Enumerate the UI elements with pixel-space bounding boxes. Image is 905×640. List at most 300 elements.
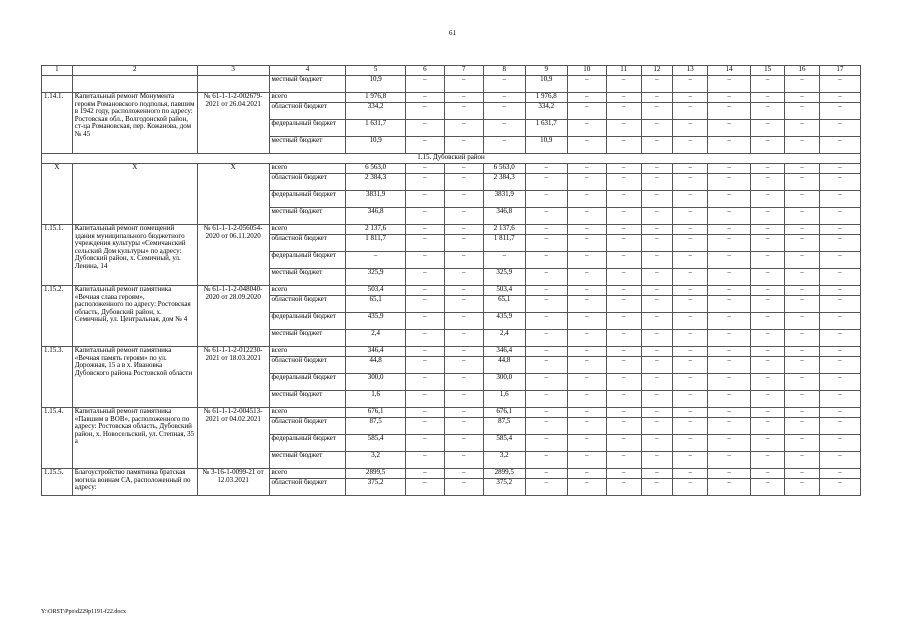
value-col-8: 585,4 — [483, 435, 525, 452]
value-col-8: – — [483, 137, 525, 154]
value-col-13: – — [673, 120, 708, 137]
value-col-9: 334,2 — [525, 103, 567, 120]
value-col-9: – — [525, 347, 567, 357]
funding-source: областной бюджет — [269, 418, 346, 435]
value-col-14: – — [708, 76, 751, 93]
value-col-7: – — [444, 137, 483, 154]
column-number-header: 12 — [641, 66, 673, 76]
value-col-12: – — [641, 191, 673, 208]
value-col-14: – — [708, 296, 751, 313]
value-col-11: – — [606, 408, 641, 418]
value-col-10: – — [567, 269, 606, 286]
value-col-6: – — [405, 418, 444, 435]
value-col-16: – — [785, 435, 820, 452]
value-col-17: – — [819, 479, 860, 496]
value-col-14: – — [708, 191, 751, 208]
value-col-10: – — [567, 191, 606, 208]
column-number-header: 8 — [483, 66, 525, 76]
value-col-5: 2 137,6 — [346, 225, 405, 235]
value-col-8: – — [483, 120, 525, 137]
value-col-17: – — [819, 164, 860, 174]
funding-source: областной бюджет — [269, 174, 346, 191]
value-col-13: – — [673, 435, 708, 452]
value-col-13: – — [673, 330, 708, 347]
table-row — [42, 347, 861, 357]
value-col-8: 503,4 — [483, 286, 525, 296]
funding-source: областной бюджет — [269, 357, 346, 374]
value-col-17: – — [819, 435, 860, 452]
value-col-17: – — [819, 93, 860, 103]
value-col-11: – — [606, 137, 641, 154]
value-col-8: 346,4 — [483, 347, 525, 357]
value-col-9: – — [525, 469, 567, 479]
value-col-15: – — [751, 469, 785, 479]
value-col-9: – — [525, 374, 567, 391]
value-col-10: – — [567, 76, 606, 93]
column-number-header: 3 — [197, 66, 269, 76]
column-number-header: 17 — [819, 66, 860, 76]
value-col-6: – — [405, 408, 444, 418]
funding-source: федеральный бюджет — [269, 252, 346, 269]
value-col-9: – — [525, 174, 567, 191]
value-col-12: – — [641, 435, 673, 452]
value-col-16: – — [785, 252, 820, 269]
funding-source: федеральный бюджет — [269, 191, 346, 208]
value-col-8: – — [483, 103, 525, 120]
value-col-14: – — [708, 269, 751, 286]
value-col-9: – — [525, 191, 567, 208]
value-col-6: – — [405, 286, 444, 296]
value-col-5: 10,9 — [346, 137, 405, 154]
column-number-header: 11 — [606, 66, 641, 76]
value-col-11: – — [606, 225, 641, 235]
funding-source: всего — [269, 225, 346, 235]
value-col-5: 3831,9 — [346, 191, 405, 208]
value-col-9: – — [525, 357, 567, 374]
item-name — [72, 76, 197, 93]
value-col-14: – — [708, 330, 751, 347]
value-col-11: – — [606, 235, 641, 252]
value-col-7: – — [444, 452, 483, 469]
value-col-11: – — [606, 208, 641, 225]
value-col-8: 6 563,0 — [483, 164, 525, 174]
section-row — [42, 154, 861, 164]
value-col-12: – — [641, 330, 673, 347]
value-col-17: – — [819, 408, 860, 418]
item-document: № 61-1-1-2-048040-2020 от 28.09.2020 — [197, 286, 269, 347]
value-col-15: – — [751, 357, 785, 374]
value-col-12: – — [641, 137, 673, 154]
funding-source: всего — [269, 164, 346, 174]
value-col-11: – — [606, 479, 641, 496]
value-col-14: – — [708, 225, 751, 235]
value-col-5: 585,4 — [346, 435, 405, 452]
value-col-16: – — [785, 391, 820, 408]
value-col-12: – — [641, 225, 673, 235]
value-col-6: – — [405, 174, 444, 191]
value-col-6: – — [405, 435, 444, 452]
value-col-10: – — [567, 120, 606, 137]
value-col-9: – — [525, 286, 567, 296]
value-col-15: – — [751, 252, 785, 269]
value-col-5: 346,4 — [346, 347, 405, 357]
value-col-7: – — [444, 225, 483, 235]
value-col-11: – — [606, 286, 641, 296]
value-col-17: – — [819, 347, 860, 357]
value-col-10: – — [567, 418, 606, 435]
value-col-16: – — [785, 374, 820, 391]
item-name: Капитальный ремонт памятника «Вечная слава героям», расположенного по адресу: Ростовская область, Дубовский район, х. Семичный, ул. Центральная, дом № 4 — [72, 286, 197, 347]
value-col-5: 1 811,7 — [346, 235, 405, 252]
value-col-12: – — [641, 374, 673, 391]
value-col-11: – — [606, 347, 641, 357]
value-col-12: – — [641, 469, 673, 479]
value-col-7: – — [444, 357, 483, 374]
value-col-16: – — [785, 452, 820, 469]
file-path-footer: Y:\ORST\Ppo\d229p1191-f22.docx — [41, 609, 127, 615]
value-col-15: – — [751, 76, 785, 93]
value-col-17: – — [819, 103, 860, 120]
value-col-12: – — [641, 164, 673, 174]
value-col-16: – — [785, 408, 820, 418]
column-number-header: 7 — [444, 66, 483, 76]
value-col-9: – — [525, 225, 567, 235]
value-col-6: – — [405, 330, 444, 347]
value-col-8: 2 137,6 — [483, 225, 525, 235]
value-col-16: – — [785, 235, 820, 252]
value-col-14: – — [708, 164, 751, 174]
value-col-8: – — [483, 76, 525, 93]
value-col-14: – — [708, 235, 751, 252]
value-col-7: – — [444, 347, 483, 357]
value-col-6: – — [405, 103, 444, 120]
value-col-17: – — [819, 469, 860, 479]
item-name: Капитальный ремонт помещений здания муниципального бюджетного учреждения культуры «Семичанский сельский Дом культуры» по адресу: Дубовский район, х. Семичный, ул. Ленина, 14 — [72, 225, 197, 286]
value-col-9: – — [525, 164, 567, 174]
value-col-8: 2899,5 — [483, 469, 525, 479]
header-row — [42, 66, 861, 76]
value-col-17: – — [819, 391, 860, 408]
value-col-8: 1 811,7 — [483, 235, 525, 252]
value-col-12: – — [641, 296, 673, 313]
value-col-14: – — [708, 452, 751, 469]
value-col-9: – — [525, 296, 567, 313]
value-col-17: – — [819, 418, 860, 435]
value-col-16: – — [785, 137, 820, 154]
value-col-9: – — [525, 235, 567, 252]
value-col-8: 2,4 — [483, 330, 525, 347]
value-col-11: – — [606, 252, 641, 269]
value-col-16: – — [785, 313, 820, 330]
value-col-13: – — [673, 357, 708, 374]
value-col-9: 1 976,8 — [525, 93, 567, 103]
item-document: № 3-16-1-0099-21 от 12.03.2021 — [197, 469, 269, 496]
value-col-13: – — [673, 418, 708, 435]
value-col-14: – — [708, 391, 751, 408]
value-col-6: – — [405, 208, 444, 225]
value-col-9: – — [525, 330, 567, 347]
value-col-15: – — [751, 235, 785, 252]
value-col-5: 2899,5 — [346, 469, 405, 479]
value-col-6: – — [405, 313, 444, 330]
value-col-16: – — [785, 103, 820, 120]
value-col-6: – — [405, 469, 444, 479]
value-col-8: 435,9 — [483, 313, 525, 330]
value-col-7: – — [444, 93, 483, 103]
value-col-10: – — [567, 479, 606, 496]
value-col-12: – — [641, 174, 673, 191]
value-col-9: – — [525, 252, 567, 269]
value-col-8: 3831,9 — [483, 191, 525, 208]
value-col-10: – — [567, 374, 606, 391]
value-col-13: – — [673, 208, 708, 225]
value-col-17: – — [819, 269, 860, 286]
value-col-7: – — [444, 269, 483, 286]
item-number: 1.15.1. — [42, 225, 73, 286]
value-col-17: – — [819, 252, 860, 269]
value-col-12: – — [641, 479, 673, 496]
value-col-14: – — [708, 374, 751, 391]
column-number-header: 5 — [346, 66, 405, 76]
value-col-10: – — [567, 347, 606, 357]
value-col-16: – — [785, 208, 820, 225]
table-row — [42, 76, 861, 93]
value-col-5: 346,8 — [346, 208, 405, 225]
value-col-14: – — [708, 418, 751, 435]
value-col-8: 375,2 — [483, 479, 525, 496]
value-col-7: – — [444, 235, 483, 252]
value-col-12: – — [641, 93, 673, 103]
value-col-13: – — [673, 191, 708, 208]
funding-source: местный бюджет — [269, 76, 346, 93]
value-col-12: – — [641, 120, 673, 137]
value-col-15: – — [751, 174, 785, 191]
value-col-5: – — [346, 252, 405, 269]
column-number-header: 4 — [269, 66, 346, 76]
value-col-5: 375,2 — [346, 479, 405, 496]
value-col-12: – — [641, 103, 673, 120]
value-col-10: – — [567, 296, 606, 313]
value-col-9: – — [525, 391, 567, 408]
page-number: 61 — [449, 29, 456, 37]
funding-source: всего — [269, 347, 346, 357]
funding-source: всего — [269, 408, 346, 418]
value-col-15: – — [751, 313, 785, 330]
value-col-6: – — [405, 235, 444, 252]
value-col-5: 44,8 — [346, 357, 405, 374]
value-col-13: – — [673, 479, 708, 496]
item-number: X — [42, 164, 73, 225]
value-col-11: – — [606, 174, 641, 191]
value-col-14: – — [708, 286, 751, 296]
funding-source: местный бюджет — [269, 208, 346, 225]
value-col-15: – — [751, 296, 785, 313]
value-col-10: – — [567, 137, 606, 154]
value-col-13: – — [673, 93, 708, 103]
value-col-13: – — [673, 103, 708, 120]
value-col-8: 676,1 — [483, 408, 525, 418]
value-col-5: 87,5 — [346, 418, 405, 435]
item-number: 1.15.2. — [42, 286, 73, 347]
value-col-7: – — [444, 391, 483, 408]
value-col-17: – — [819, 286, 860, 296]
value-col-15: – — [751, 408, 785, 418]
value-col-14: – — [708, 357, 751, 374]
value-col-10: – — [567, 330, 606, 347]
value-col-7: – — [444, 408, 483, 418]
value-col-14: – — [708, 120, 751, 137]
value-col-8: – — [483, 252, 525, 269]
value-col-9: – — [525, 313, 567, 330]
value-col-15: – — [751, 286, 785, 296]
value-col-16: – — [785, 296, 820, 313]
value-col-15: – — [751, 103, 785, 120]
value-col-7: – — [444, 252, 483, 269]
value-col-12: – — [641, 391, 673, 408]
value-col-10: – — [567, 103, 606, 120]
value-col-17: – — [819, 208, 860, 225]
value-col-12: – — [641, 286, 673, 296]
item-document: № 61-1-1-2-004513-2021 от 04.02.2021 — [197, 408, 269, 469]
value-col-15: – — [751, 137, 785, 154]
value-col-13: – — [673, 374, 708, 391]
value-col-12: – — [641, 269, 673, 286]
budget-table — [41, 65, 861, 496]
value-col-16: – — [785, 120, 820, 137]
value-col-9: – — [525, 269, 567, 286]
value-col-9: – — [525, 408, 567, 418]
value-col-12: – — [641, 235, 673, 252]
value-col-9: 10,9 — [525, 76, 567, 93]
value-col-5: 3,2 — [346, 452, 405, 469]
value-col-16: – — [785, 479, 820, 496]
value-col-8: 1,6 — [483, 391, 525, 408]
value-col-10: – — [567, 452, 606, 469]
value-col-15: – — [751, 374, 785, 391]
value-col-10: – — [567, 174, 606, 191]
value-col-12: – — [641, 408, 673, 418]
value-col-17: – — [819, 137, 860, 154]
value-col-7: – — [444, 374, 483, 391]
value-col-15: – — [751, 191, 785, 208]
value-col-17: – — [819, 296, 860, 313]
value-col-6: – — [405, 252, 444, 269]
table-row — [42, 469, 861, 479]
value-col-15: – — [751, 479, 785, 496]
value-col-7: – — [444, 313, 483, 330]
value-col-17: – — [819, 174, 860, 191]
value-col-8: 3,2 — [483, 452, 525, 469]
value-col-16: – — [785, 347, 820, 357]
value-col-10: – — [567, 225, 606, 235]
value-col-13: – — [673, 391, 708, 408]
value-col-14: – — [708, 435, 751, 452]
item-number: 1.14.1. — [42, 93, 73, 154]
funding-source: местный бюджет — [269, 269, 346, 286]
value-col-6: – — [405, 479, 444, 496]
value-col-6: – — [405, 452, 444, 469]
value-col-7: – — [444, 76, 483, 93]
item-name: Благоустройство памятника братская могила воинам СА, расположенный по адресу: — [72, 469, 197, 496]
column-number-header: 10 — [567, 66, 606, 76]
value-col-16: – — [785, 418, 820, 435]
funding-source: областной бюджет — [269, 296, 346, 313]
funding-source: местный бюджет — [269, 452, 346, 469]
value-col-12: – — [641, 313, 673, 330]
value-col-11: – — [606, 374, 641, 391]
value-col-14: – — [708, 252, 751, 269]
funding-source: всего — [269, 93, 346, 103]
value-col-8: 300,0 — [483, 374, 525, 391]
value-col-7: – — [444, 191, 483, 208]
value-col-15: – — [751, 225, 785, 235]
funding-source: местный бюджет — [269, 137, 346, 154]
funding-source: федеральный бюджет — [269, 435, 346, 452]
value-col-13: – — [673, 269, 708, 286]
value-col-7: – — [444, 479, 483, 496]
value-col-14: – — [708, 208, 751, 225]
value-col-10: – — [567, 435, 606, 452]
value-col-15: – — [751, 269, 785, 286]
value-col-7: – — [444, 330, 483, 347]
value-col-16: – — [785, 469, 820, 479]
value-col-12: – — [641, 452, 673, 469]
value-col-15: – — [751, 391, 785, 408]
value-col-15: – — [751, 347, 785, 357]
value-col-11: – — [606, 296, 641, 313]
value-col-17: – — [819, 235, 860, 252]
value-col-5: 676,1 — [346, 408, 405, 418]
section-title: 1.15. Дубовский район — [42, 154, 861, 164]
table-row — [42, 225, 861, 235]
value-col-17: – — [819, 330, 860, 347]
value-col-14: – — [708, 313, 751, 330]
value-col-11: – — [606, 191, 641, 208]
column-number-header: 15 — [751, 66, 785, 76]
value-col-7: – — [444, 286, 483, 296]
value-col-7: – — [444, 469, 483, 479]
value-col-12: – — [641, 252, 673, 269]
value-col-11: – — [606, 313, 641, 330]
value-col-17: – — [819, 357, 860, 374]
value-col-9: – — [525, 418, 567, 435]
value-col-13: – — [673, 313, 708, 330]
value-col-14: – — [708, 469, 751, 479]
value-col-8: 87,5 — [483, 418, 525, 435]
item-number: 1.15.3. — [42, 347, 73, 408]
item-document: № 61-1-1-2-056054-2020 от 06.11.2020 — [197, 225, 269, 286]
value-col-16: – — [785, 286, 820, 296]
value-col-10: – — [567, 252, 606, 269]
value-col-8: 325,9 — [483, 269, 525, 286]
item-number: 1.15.5. — [42, 469, 73, 496]
value-col-6: – — [405, 347, 444, 357]
value-col-10: – — [567, 469, 606, 479]
value-col-17: – — [819, 191, 860, 208]
value-col-8: 44,8 — [483, 357, 525, 374]
value-col-16: – — [785, 174, 820, 191]
value-col-6: – — [405, 191, 444, 208]
value-col-5: 334,2 — [346, 103, 405, 120]
column-number-header: 13 — [673, 66, 708, 76]
value-col-10: – — [567, 208, 606, 225]
value-col-5: 300,0 — [346, 374, 405, 391]
value-col-10: – — [567, 313, 606, 330]
value-col-5: 435,9 — [346, 313, 405, 330]
value-col-17: – — [819, 225, 860, 235]
value-col-11: – — [606, 269, 641, 286]
item-number — [42, 76, 73, 93]
